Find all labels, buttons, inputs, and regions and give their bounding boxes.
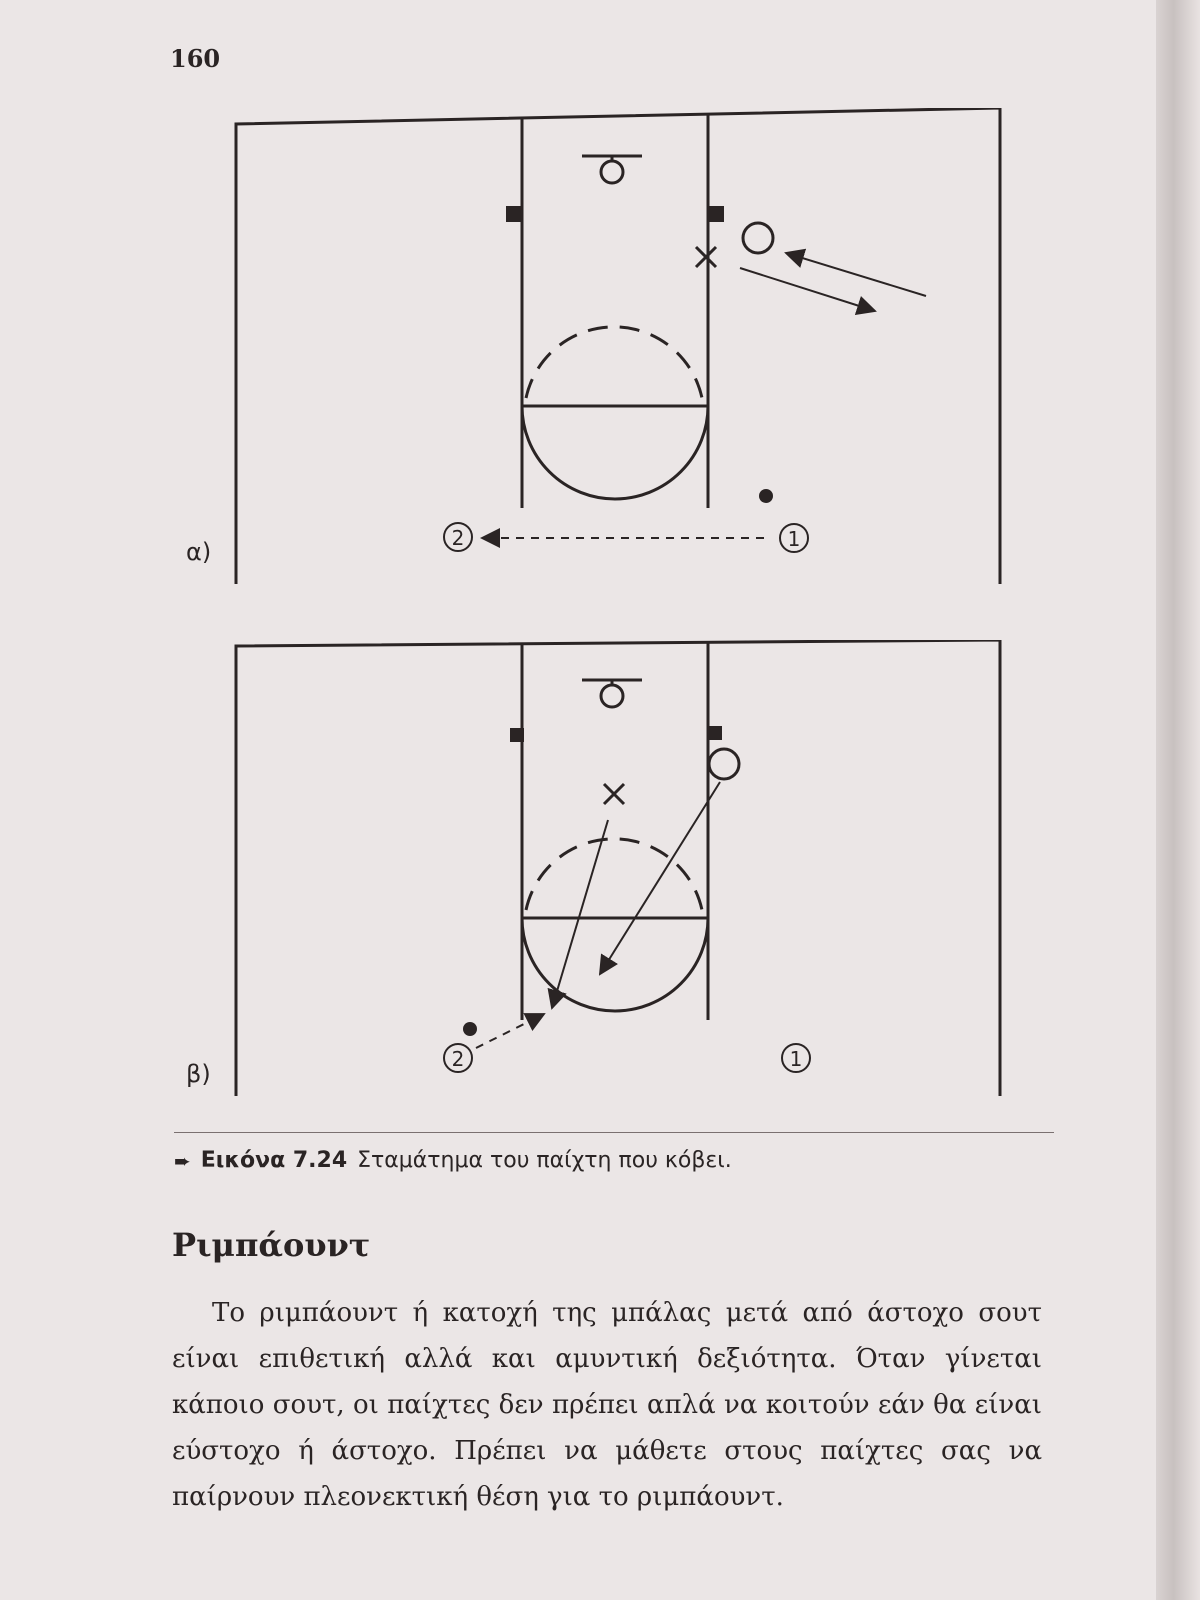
- ball-dot: [759, 489, 773, 503]
- caption-divider: [174, 1132, 1054, 1133]
- lane-block-right: [708, 206, 724, 222]
- diagram-b: [186, 640, 1020, 1100]
- ball-dot: [463, 1022, 477, 1036]
- diagram-a-label: α): [186, 538, 212, 566]
- caption-text: Σταμάτημα του παίχτη που κόβει.: [357, 1148, 732, 1173]
- lane-block-left: [510, 728, 524, 742]
- figure-caption: [174, 1148, 1034, 1173]
- free-throw-circle-lower: [522, 406, 708, 499]
- basket-rim: [601, 161, 623, 183]
- court-diagram-a: [220, 108, 1020, 588]
- free-throw-circle-upper-dashed: [526, 839, 702, 910]
- section-title: Ριμπάουντ: [172, 1226, 371, 1264]
- diagram-a: [186, 108, 1020, 588]
- page-number: 160: [170, 44, 221, 73]
- cut-arrow: [600, 782, 720, 974]
- offense-player-circle: [743, 223, 773, 253]
- pass-arrow-long: [552, 820, 608, 1008]
- caption-label: Εικόνα 7.24: [200, 1148, 348, 1173]
- player-2-number: 2: [451, 1047, 465, 1071]
- lane-block-right: [708, 726, 722, 740]
- court-diagram-b: [220, 640, 1020, 1100]
- player-1-number: 1: [787, 527, 801, 551]
- basket-rim: [601, 685, 623, 707]
- lane-block-left: [506, 206, 522, 222]
- court-boundary: [236, 640, 1000, 1096]
- free-throw-circle-upper-dashed: [526, 327, 702, 398]
- body-paragraph: Το ριμπάουντ ή κατοχή της μπάλας μετά από άστοχο σουτ είναι επιθετική αλλά και αμυντική δεξιότητα. Όταν γίνεται κάποιο σουτ, οι παίχτες δεν πρέπει απλά να κοιτούν εάν θα είναι εύστοχο ή άστοχο. Πρέπει να μάθετε στους παίχτες σας να παίρνουν πλεονεκτική θέση για το ριμπάουντ.: [172, 1298, 1042, 1512]
- right-arrow-icon: ➨: [174, 1148, 191, 1173]
- free-throw-circle-lower: [522, 918, 708, 1011]
- pass-arrow-dashed: [476, 1014, 544, 1048]
- player-2-number: 2: [451, 526, 465, 550]
- page-edge-shadow: [1156, 0, 1200, 1600]
- offense-player-circle: [709, 749, 739, 779]
- player-1-number: 1: [789, 1047, 803, 1071]
- diagram-b-label: β): [186, 1060, 211, 1088]
